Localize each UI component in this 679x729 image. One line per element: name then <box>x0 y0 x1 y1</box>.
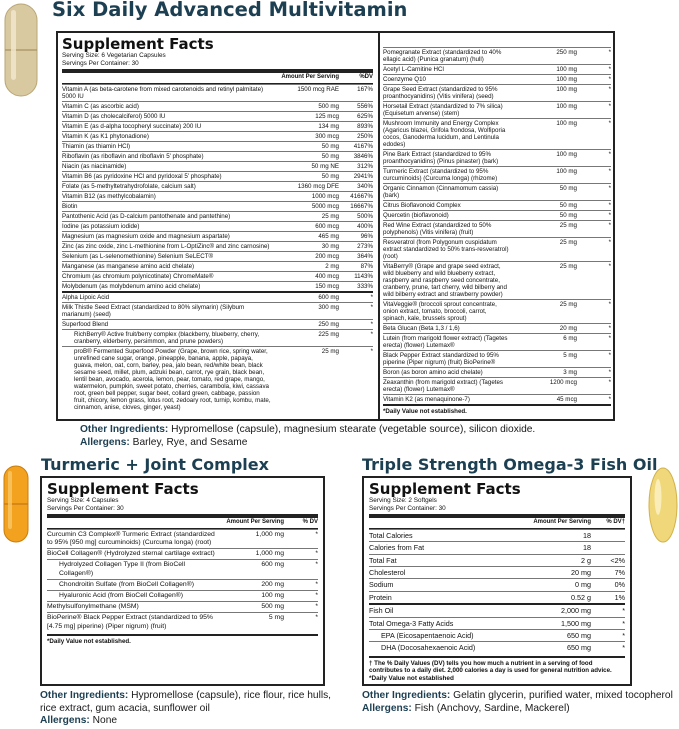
nutrient-name: EPA (Eicosapentaenoic Acid) <box>381 631 474 641</box>
nutrient-dv: * <box>370 303 373 311</box>
nutrient-amount: 1500 mcg RAE <box>297 85 339 93</box>
nutrient-row <box>47 529 318 548</box>
nutrient-amount: 500 mg <box>261 603 284 611</box>
nutrient-row <box>62 231 373 241</box>
nutrient-name: Red Wine Extract (standardized to 50% polyphenols) (Vitis vinifera) (fruit) <box>383 222 492 236</box>
nutrient-dv: 312% <box>357 162 373 170</box>
turmeric-capsule-icon <box>2 464 30 544</box>
nutrient-name: Grape Seed Extract (standardized to 95% proanthocyanidins) (Vitis vinifera) (seed) <box>383 86 498 100</box>
nutrient-row <box>383 377 611 394</box>
nutrient-amount: 225 mg <box>318 330 339 338</box>
nutrient-dv: 0% <box>614 580 625 590</box>
nutrient-list-left <box>62 84 373 412</box>
nutrient-amount: 25 mg <box>559 222 577 229</box>
nutrient-row <box>62 101 373 111</box>
nutrient-name: Superfood Blend <box>62 320 109 328</box>
nutrient-amount: 25 mg <box>559 301 577 308</box>
nutrient-dv: 273% <box>357 242 373 250</box>
nutrient-dv: 3846% <box>353 152 373 160</box>
nutrient-amount: 30 mg <box>321 242 339 250</box>
nutrient-row <box>383 183 611 200</box>
nutrient-row <box>47 601 318 612</box>
nutrient-name: Molybdenum (as molybdenum amino acid chelate) <box>62 282 201 290</box>
panel-heading: Supplement Facts <box>62 35 214 53</box>
nutrient-row <box>369 603 625 616</box>
nutrient-dv: * <box>608 335 611 342</box>
nutrient-dv: 96% <box>360 232 373 240</box>
servings-per-container: Servings Per Container: 30 <box>62 59 139 67</box>
nutrient-amount: 1200 mcg <box>549 379 577 386</box>
nutrient-row <box>62 151 373 161</box>
servings-per-container: Servings Per Container: 30 <box>369 504 446 512</box>
nutrient-amount: 5 mg <box>563 352 577 359</box>
servings-per-container: Servings Per Container: 30 <box>47 504 124 512</box>
nutrient-name: Sodium <box>369 580 394 590</box>
nutrient-dv: 400% <box>357 222 373 230</box>
nutrient-name: BioCell Collagen® (Hydrolyzed sternal cartilage extract) <box>47 550 215 558</box>
nutrient-dv: * <box>608 212 611 219</box>
nutrient-name: Beta Glucan (Beta 1,3 / 1,6) <box>383 325 460 332</box>
nutrient-row <box>62 181 373 191</box>
nutrient-row <box>62 131 373 141</box>
nutrient-amount: 18 <box>583 530 591 540</box>
nutrient-row <box>383 367 611 377</box>
nutrient-row <box>369 541 625 553</box>
turmeric-other-ingredients: Other Ingredients: Hypromellose (capsule), rice flour, rice hulls, rice extract, gum acacia, sunflower oil Allergens: None <box>40 690 332 727</box>
nutrient-amount: 600 mcg <box>315 222 339 230</box>
nutrient-row <box>47 590 318 601</box>
nutrient-name: Selenium (as L-selenomethionine) Selenium SeLECT® <box>62 252 214 260</box>
nutrient-row <box>383 118 611 149</box>
nutrient-name: Turmeric Extract (standardized to 95% curcuminoids) (Curcuma longa) (rhizome) <box>383 168 498 182</box>
nutrient-name: Vitamin D (as cholecalciferol) 5000 IU <box>62 112 166 120</box>
nutrient-name: Mushroom Immunity and Energy Complex (Agaricus blazei, Grifola frondosa, Wolfiporia cocos, Ganoderma lucidum, and Lentinula edodes) <box>383 120 506 148</box>
nutrient-name: Total Calories <box>369 530 413 540</box>
nutrient-amount: 50 mg <box>321 172 339 180</box>
nutrient-dv: 1% <box>614 592 625 602</box>
nutrient-name: Citrus Bioflavonoid Complex <box>383 202 461 209</box>
nutrient-name: Hydrolyzed Collagen Type II (from BioCell Collagen®) <box>59 561 186 577</box>
nutrient-dv: 625% <box>357 112 373 120</box>
nutrient-name: Methylsulfonylmethane (MSM) <box>47 603 139 611</box>
nutrient-row <box>62 84 373 101</box>
nutrient-amount: 150 mcg <box>315 282 339 290</box>
nutrient-amount: 1,500 mg <box>561 618 591 628</box>
nutrient-dv: * <box>608 168 611 175</box>
omega3-supplement-facts <box>362 476 632 686</box>
nutrient-dv: * <box>608 301 611 308</box>
multivitamin-supplement-facts <box>56 31 615 421</box>
nutrient-name: Curcumin C3 Complex® Turmeric Extract (standardized to 95% [950 mg] curcuminoids) (Curcuma longa) (root) <box>47 530 215 546</box>
nutrient-dv: 87% <box>360 262 373 270</box>
nutrient-dv: * <box>315 550 318 558</box>
nutrient-row <box>369 591 625 603</box>
column-header: Amount Per Serving %DV <box>62 69 373 84</box>
daily-value-note: *Daily Value not established. <box>47 634 318 646</box>
nutrient-name: Chondroitin Sulfate (from BioCell Collagen®) <box>59 580 194 588</box>
nutrient-name: Vitamin K2 (as menaquinone-7) <box>383 396 470 403</box>
nutrient-name: Fish Oil <box>369 606 394 616</box>
nutrient-name: Vitamin E (as d-alpha tocopheryl succinate) 200 IU <box>62 122 202 130</box>
nutrient-amount: 1000 mcg <box>311 192 339 200</box>
nutrient-row <box>369 578 625 590</box>
nutrient-name: Hyaluronic Acid (from BioCell Collagen®) <box>59 592 183 599</box>
nutrient-dv: * <box>622 606 625 616</box>
nutrient-amount: 500 mg <box>318 102 339 110</box>
nutrient-dv: * <box>608 263 611 270</box>
nutrient-row <box>369 641 625 653</box>
nutrient-name: RichBerry® Active fruit/berry complex (blackberry, blueberry, cherry, cranberry, elderberry, persimmon, and prune powders) <box>74 330 260 345</box>
nutrient-dv: 2941% <box>353 172 373 180</box>
nutrient-name: Pantothenic Acid (as D-calcium pantothenate and pantethine) <box>62 212 231 220</box>
omega3-softgel-icon <box>647 465 679 545</box>
turmeric-supplement-facts <box>40 476 325 686</box>
nutrient-name: Thiamin (as thiamin HCl) <box>62 142 131 150</box>
nutrient-dv: * <box>608 239 611 246</box>
nutrient-dv: * <box>608 369 611 376</box>
column-header: Amount Per Serving % DV† <box>369 514 625 529</box>
nutrient-dv: * <box>608 120 611 127</box>
nutrient-amount: 1,000 mg <box>255 530 284 538</box>
nutrient-amount: 25 mg <box>321 347 339 355</box>
nutrient-name: Lutein (from marigold flower extract) (Tagetes erecta) (flower) Lutemax® <box>383 335 508 349</box>
nutrient-row <box>62 161 373 171</box>
nutrient-amount: 45 mcg <box>556 396 577 403</box>
nutrient-row <box>383 350 611 367</box>
nutrient-row <box>62 211 373 221</box>
multivitamin-other-ingredients: Other Ingredients: Hypromellose (capsule), magnesium stearate (vegetable source), silicon dioxide. Allergens: Barley, Rye, and Sesame <box>80 424 536 448</box>
nutrient-dv: * <box>622 631 625 641</box>
nutrient-name: Pine Bark Extract (standardized to 95% proanthocyanidins) (Pinus pinaster) (bark) <box>383 151 499 165</box>
nutrient-amount: 600 mg <box>261 561 284 569</box>
nutrient-name: Resveratrol (from Polygonum cuspidatum extract standardized to 50% trans-resveratrol) (root) <box>383 239 509 260</box>
nutrient-row <box>369 554 625 566</box>
nutrient-dv: * <box>608 103 611 110</box>
serving-size: Serving Size: 2 Softgels <box>369 497 437 504</box>
nutrient-dv <box>591 531 625 540</box>
nutrient-row <box>62 281 373 291</box>
nutrient-list-right <box>383 47 611 404</box>
nutrient-name: Organic Cinnamon (Cinnamomum cassia) (bark) <box>383 185 499 199</box>
nutrient-amount: 50 mg <box>321 142 339 150</box>
nutrient-amount: 50 mg <box>559 185 577 192</box>
nutrient-name: Boron (as boron amino acid chelate) <box>383 369 483 376</box>
nutrient-amount: 50 mg <box>559 202 577 209</box>
nutrient-name: Calories from Fat <box>369 543 425 553</box>
nutrient-dv: * <box>370 320 373 328</box>
nutrient-amount: 20 mg <box>571 568 591 577</box>
nutrient-amount: 3 mg <box>563 369 577 376</box>
nutrient-dv: * <box>608 325 611 332</box>
nutrient-row <box>383 166 611 183</box>
nutrient-name: Black Pepper Extract standardized to 95% piperine (Piper nigrum) (fruit) BioPerine® <box>383 352 499 366</box>
nutrient-name: Niacin (as niacinamide) <box>62 162 127 170</box>
nutrient-row <box>62 329 373 346</box>
nutrient-row <box>383 394 611 404</box>
nutrient-dv: 340% <box>357 182 373 190</box>
nutrient-dv: 556% <box>357 102 373 110</box>
nutrient-amount: 100 mg <box>556 76 577 83</box>
nutrient-dv: * <box>622 643 625 653</box>
nutrient-amount: 100 mg <box>556 151 577 158</box>
nutrient-name: Pomegranate Extract (standardized to 40% ellagic acid) (Punica granatum) (hull) <box>383 49 502 63</box>
nutrient-dv: * <box>370 330 373 338</box>
nutrient-dv: * <box>608 352 611 359</box>
nutrient-amount: 5000 mcg <box>311 202 339 210</box>
nutrient-dv: 333% <box>357 282 373 290</box>
nutrient-name: Zinc (as zinc oxide, zinc L-methionine from L-OptiZinc® and zinc carnosine) <box>62 242 270 250</box>
nutrient-dv: * <box>370 293 373 301</box>
daily-value-note-2: *Daily Value not established <box>369 675 454 683</box>
nutrient-dv: 1143% <box>354 272 373 280</box>
nutrient-amount: 25 mg <box>559 263 577 270</box>
nutrient-name: Magnesium (as magnesium oxide and magnesium aspartate) <box>62 232 230 240</box>
nutrient-name: Coenzyme Q10 <box>383 76 426 83</box>
nutrient-list <box>369 529 625 654</box>
nutrient-amount: 18 <box>583 543 591 553</box>
nutrient-dv: 41667% <box>350 192 373 200</box>
nutrient-dv: 7% <box>614 568 625 577</box>
nutrient-row <box>383 149 611 166</box>
nutrient-list <box>47 529 318 632</box>
nutrient-amount: 20 mg <box>559 325 577 332</box>
nutrient-dv: * <box>608 396 611 403</box>
nutrient-dv: * <box>608 49 611 56</box>
nutrient-row <box>62 271 373 281</box>
nutrient-dv: * <box>315 561 318 569</box>
daily-value-note: *Daily Value not established. <box>383 404 611 416</box>
serving-size: Serving Size: 6 Vegetarian Capsules <box>62 52 166 59</box>
nutrient-row <box>369 629 625 641</box>
nutrient-amount: 2 mg <box>325 262 339 270</box>
nutrient-name: Folate (as 5-methyltetrahydrofolate, calcium salt) <box>62 182 196 190</box>
nutrient-amount: 300 mg <box>318 303 339 311</box>
nutrient-dv: 16667% <box>350 202 373 210</box>
turmeric-title: Turmeric + Joint Complex <box>41 455 269 474</box>
nutrient-amount: 1360 mcg DFE <box>297 182 339 190</box>
nutrient-dv: * <box>315 592 318 599</box>
nutrient-dv: * <box>622 618 625 628</box>
omega3-other-ingredients: Other Ingredients: Gelatin glycerin, purified water, mixed tocopherol Allergens: Fish (Anchovy, Sardine, Mackerel) <box>362 690 673 714</box>
nutrient-row <box>383 84 611 101</box>
nutrient-name: Vitamin K (as K1 phytonadione) <box>62 132 149 140</box>
nutrient-row <box>383 64 611 74</box>
nutrient-dv: 500% <box>357 212 373 220</box>
nutrient-row <box>383 333 611 350</box>
nutrient-row <box>62 111 373 121</box>
nutrient-amount: 650 mg <box>567 631 591 641</box>
nutrient-row <box>62 261 373 271</box>
nutrient-row <box>383 74 611 84</box>
nutrient-name: Cholesterol <box>369 568 406 577</box>
column-header: Amount Per Serving % DV <box>47 514 318 529</box>
nutrient-amount: 50 mg <box>321 152 339 160</box>
nutrient-dv: * <box>315 580 318 588</box>
nutrient-dv: * <box>315 614 318 622</box>
nutrient-row <box>383 47 611 64</box>
nutrient-row <box>47 559 318 578</box>
nutrient-row <box>383 299 611 323</box>
nutrient-amount: 600 mg <box>318 293 339 301</box>
nutrient-row <box>62 141 373 151</box>
nutrient-dv: * <box>608 202 611 209</box>
nutrient-amount: 650 mg <box>567 643 591 653</box>
nutrient-name: Manganese (as manganese amino acid chelate) <box>62 262 195 270</box>
nutrient-amount: 25 mg <box>559 239 577 246</box>
nutrient-row <box>62 302 373 319</box>
nutrient-row <box>62 191 373 201</box>
nutrient-dv: <2% <box>610 555 625 565</box>
nutrient-row <box>62 221 373 231</box>
nutrient-dv: * <box>370 347 373 355</box>
serving-size: Serving Size: 4 Capsules <box>47 497 119 504</box>
nutrient-name: DHA (Docosahexaenoic Acid) <box>381 643 476 653</box>
nutrient-name: Alpha Lipoic Acid <box>62 293 110 301</box>
nutrient-dv: * <box>608 185 611 192</box>
nutrient-name: BioPerine® Black Pepper Extract (standardized to 95% [4.75 mg] piperine) (Piper nigrum) (fruit) <box>47 614 213 630</box>
daily-value-note: † The % Daily Values (DV) tells you how much a nutrient in a serving of food contributes to a daily diet. 2,000 calories a day is used for general nutrition advice. <box>369 656 625 675</box>
nutrient-name: VitaVeggie® (broccoli sprout concentrate, onion extract, tomato, broccoli, carrot, spinach, kale, brussels sprout) <box>383 301 497 322</box>
panel-heading: Supplement Facts <box>369 480 521 498</box>
nutrient-name: VitaBerry® (Grape and grape seed extract, wild blueberry and wild blueberry extract, raspberry and raspberry seed concentrate, cranberry, prune, tart cherry, wild bilberry and wild bilberry extract and strawberry powder) <box>383 263 507 298</box>
nutrient-amount: 0 mg <box>575 580 591 590</box>
nutrient-dv: 364% <box>357 252 373 260</box>
multivitamin-capsule-icon <box>3 2 39 98</box>
nutrient-amount: 300 mcg <box>315 132 339 140</box>
nutrient-name: Iodine (as potassium iodide) <box>62 222 140 230</box>
nutrient-amount: 200 mcg <box>315 252 339 260</box>
nutrient-name: Acetyl L-Carnitine HCl <box>383 66 444 73</box>
nutrient-amount: 465 mg <box>318 232 339 240</box>
nutrient-row <box>47 612 318 631</box>
nutrient-dv: * <box>315 603 318 611</box>
nutrient-amount: 100 mg <box>556 86 577 93</box>
nutrient-amount: 125 mcg <box>315 112 339 120</box>
nutrient-amount: 100 mg <box>556 66 577 73</box>
nutrient-dv: 893% <box>357 122 373 130</box>
nutrient-row <box>62 291 373 302</box>
nutrient-dv: 4167% <box>353 142 373 150</box>
multivitamin-title: Six Daily Advanced Multivitamin <box>52 0 408 21</box>
nutrient-name: Quercetin (bioflavonoid) <box>383 212 449 219</box>
omega3-title: Triple Strength Omega-3 Fish Oil <box>362 455 658 474</box>
nutrient-dv: * <box>315 530 318 538</box>
nutrient-row <box>383 101 611 118</box>
nutrient-dv <box>591 543 625 552</box>
nutrient-row <box>383 200 611 210</box>
nutrient-amount: 5 mg <box>268 614 284 622</box>
nutrient-amount: 100 mg <box>556 103 577 110</box>
nutrient-name: Vitamin A (as beta-carotene from mixed carotenoids and retinyl palmitate) 5000 IU <box>62 85 264 100</box>
nutrient-amount: 6 mg <box>563 335 577 342</box>
nutrient-dv: 250% <box>357 132 373 140</box>
nutrient-row <box>62 319 373 329</box>
nutrient-dv: * <box>608 66 611 73</box>
nutrient-row <box>383 323 611 333</box>
nutrient-amount: 400 mcg <box>315 272 339 280</box>
nutrient-amount: 0.52 g <box>571 592 591 602</box>
nutrient-row <box>369 529 625 541</box>
nutrient-name: Chromium (as chromium polynicotinate) ChromeMate® <box>62 272 214 280</box>
nutrient-row <box>62 251 373 261</box>
nutrient-amount: 25 mg <box>321 212 339 220</box>
nutrient-amount: 100 mg <box>261 592 284 599</box>
nutrient-row <box>62 346 373 412</box>
nutrient-amount: 250 mg <box>318 320 339 328</box>
nutrient-row <box>383 261 611 299</box>
nutrient-amount: 2 g <box>581 555 591 565</box>
nutrient-dv: * <box>608 222 611 229</box>
nutrient-row <box>62 121 373 131</box>
nutrient-row <box>62 201 373 211</box>
nutrient-amount: 250 mg <box>556 49 577 56</box>
nutrient-amount: 200 mg <box>261 580 284 588</box>
nutrient-dv: * <box>608 86 611 93</box>
nutrient-name: Vitamin B12 (as methylcobalamin) <box>62 192 156 200</box>
nutrient-row <box>383 237 611 261</box>
nutrient-row <box>47 579 318 590</box>
nutrient-dv: 167% <box>357 85 373 93</box>
nutrient-row <box>369 566 625 578</box>
nutrient-amount: 50 mg <box>559 212 577 219</box>
nutrient-name: Biotin <box>62 202 78 210</box>
nutrient-name: proB® Fermented Superfood Powder (Grape, brown rice, spring water, unrefined cane sugar, orange, pineapple, banana, apple, papaya, guava, melon, oat, corn, barley, pea, jalo bean, red/white bean, black sesame seed, millet, plum, adzuki bean, carrot, rye grain, black bean, lentil bean, avocado, acerola, lemon, pear, tomato, red grape, mango, watermelon, pumpkin, sweet potato, cherries, carambola, kiwi, cassava root, green bell pepper, sugar beet, collard green, cabbage, passion fruit, chicory, lemon grass, lotus root, zedoary root, turnip, kombu, mate, cinnamon, anise, cloves, ginger, yeast) <box>74 347 271 411</box>
nutrient-amount: 100 mg <box>556 168 577 175</box>
nutrient-name: Vitamin B6 (as pyridoxine HCl and pyridoxal 5' phosphate) <box>62 172 222 180</box>
nutrient-amount: 134 mg <box>318 122 339 130</box>
nutrient-row <box>62 241 373 251</box>
nutrient-name: Total Omega-3 Fatty Acids <box>369 618 454 628</box>
nutrient-dv: * <box>608 379 611 386</box>
nutrient-row <box>369 617 625 629</box>
nutrient-amount: 100 mg <box>556 120 577 127</box>
nutrient-amount: 1,000 mg <box>255 550 284 558</box>
nutrient-name: Vitamin C (as ascorbic acid) <box>62 102 139 110</box>
nutrient-dv: * <box>608 151 611 158</box>
nutrient-dv: * <box>608 76 611 83</box>
nutrient-row <box>47 548 318 559</box>
nutrient-name: Milk Thistle Seed Extract (standardized to 80% silymarin) (Silybum marianum) (seed) <box>62 303 245 318</box>
nutrient-amount: 50 mg NE <box>311 162 339 170</box>
nutrient-amount: 2,000 mg <box>561 606 591 616</box>
nutrient-name: Protein <box>369 592 392 602</box>
nutrient-row <box>62 171 373 181</box>
nutrient-name: Riboflavin (as riboflavin and riboflavin 5' phosphate) <box>62 152 204 160</box>
nutrient-row <box>383 210 611 220</box>
nutrient-name: Zeaxanthin (from marigold extract) (Tagetes erecta) (flower) Lutemax® <box>383 379 504 393</box>
nutrient-row <box>383 220 611 237</box>
nutrient-name: Total Fat <box>369 555 397 565</box>
panel-heading: Supplement Facts <box>47 480 199 498</box>
nutrient-name: Horsetail Extract (standardized to 7% silica) (Equisetum arvense) (stem) <box>383 103 503 117</box>
